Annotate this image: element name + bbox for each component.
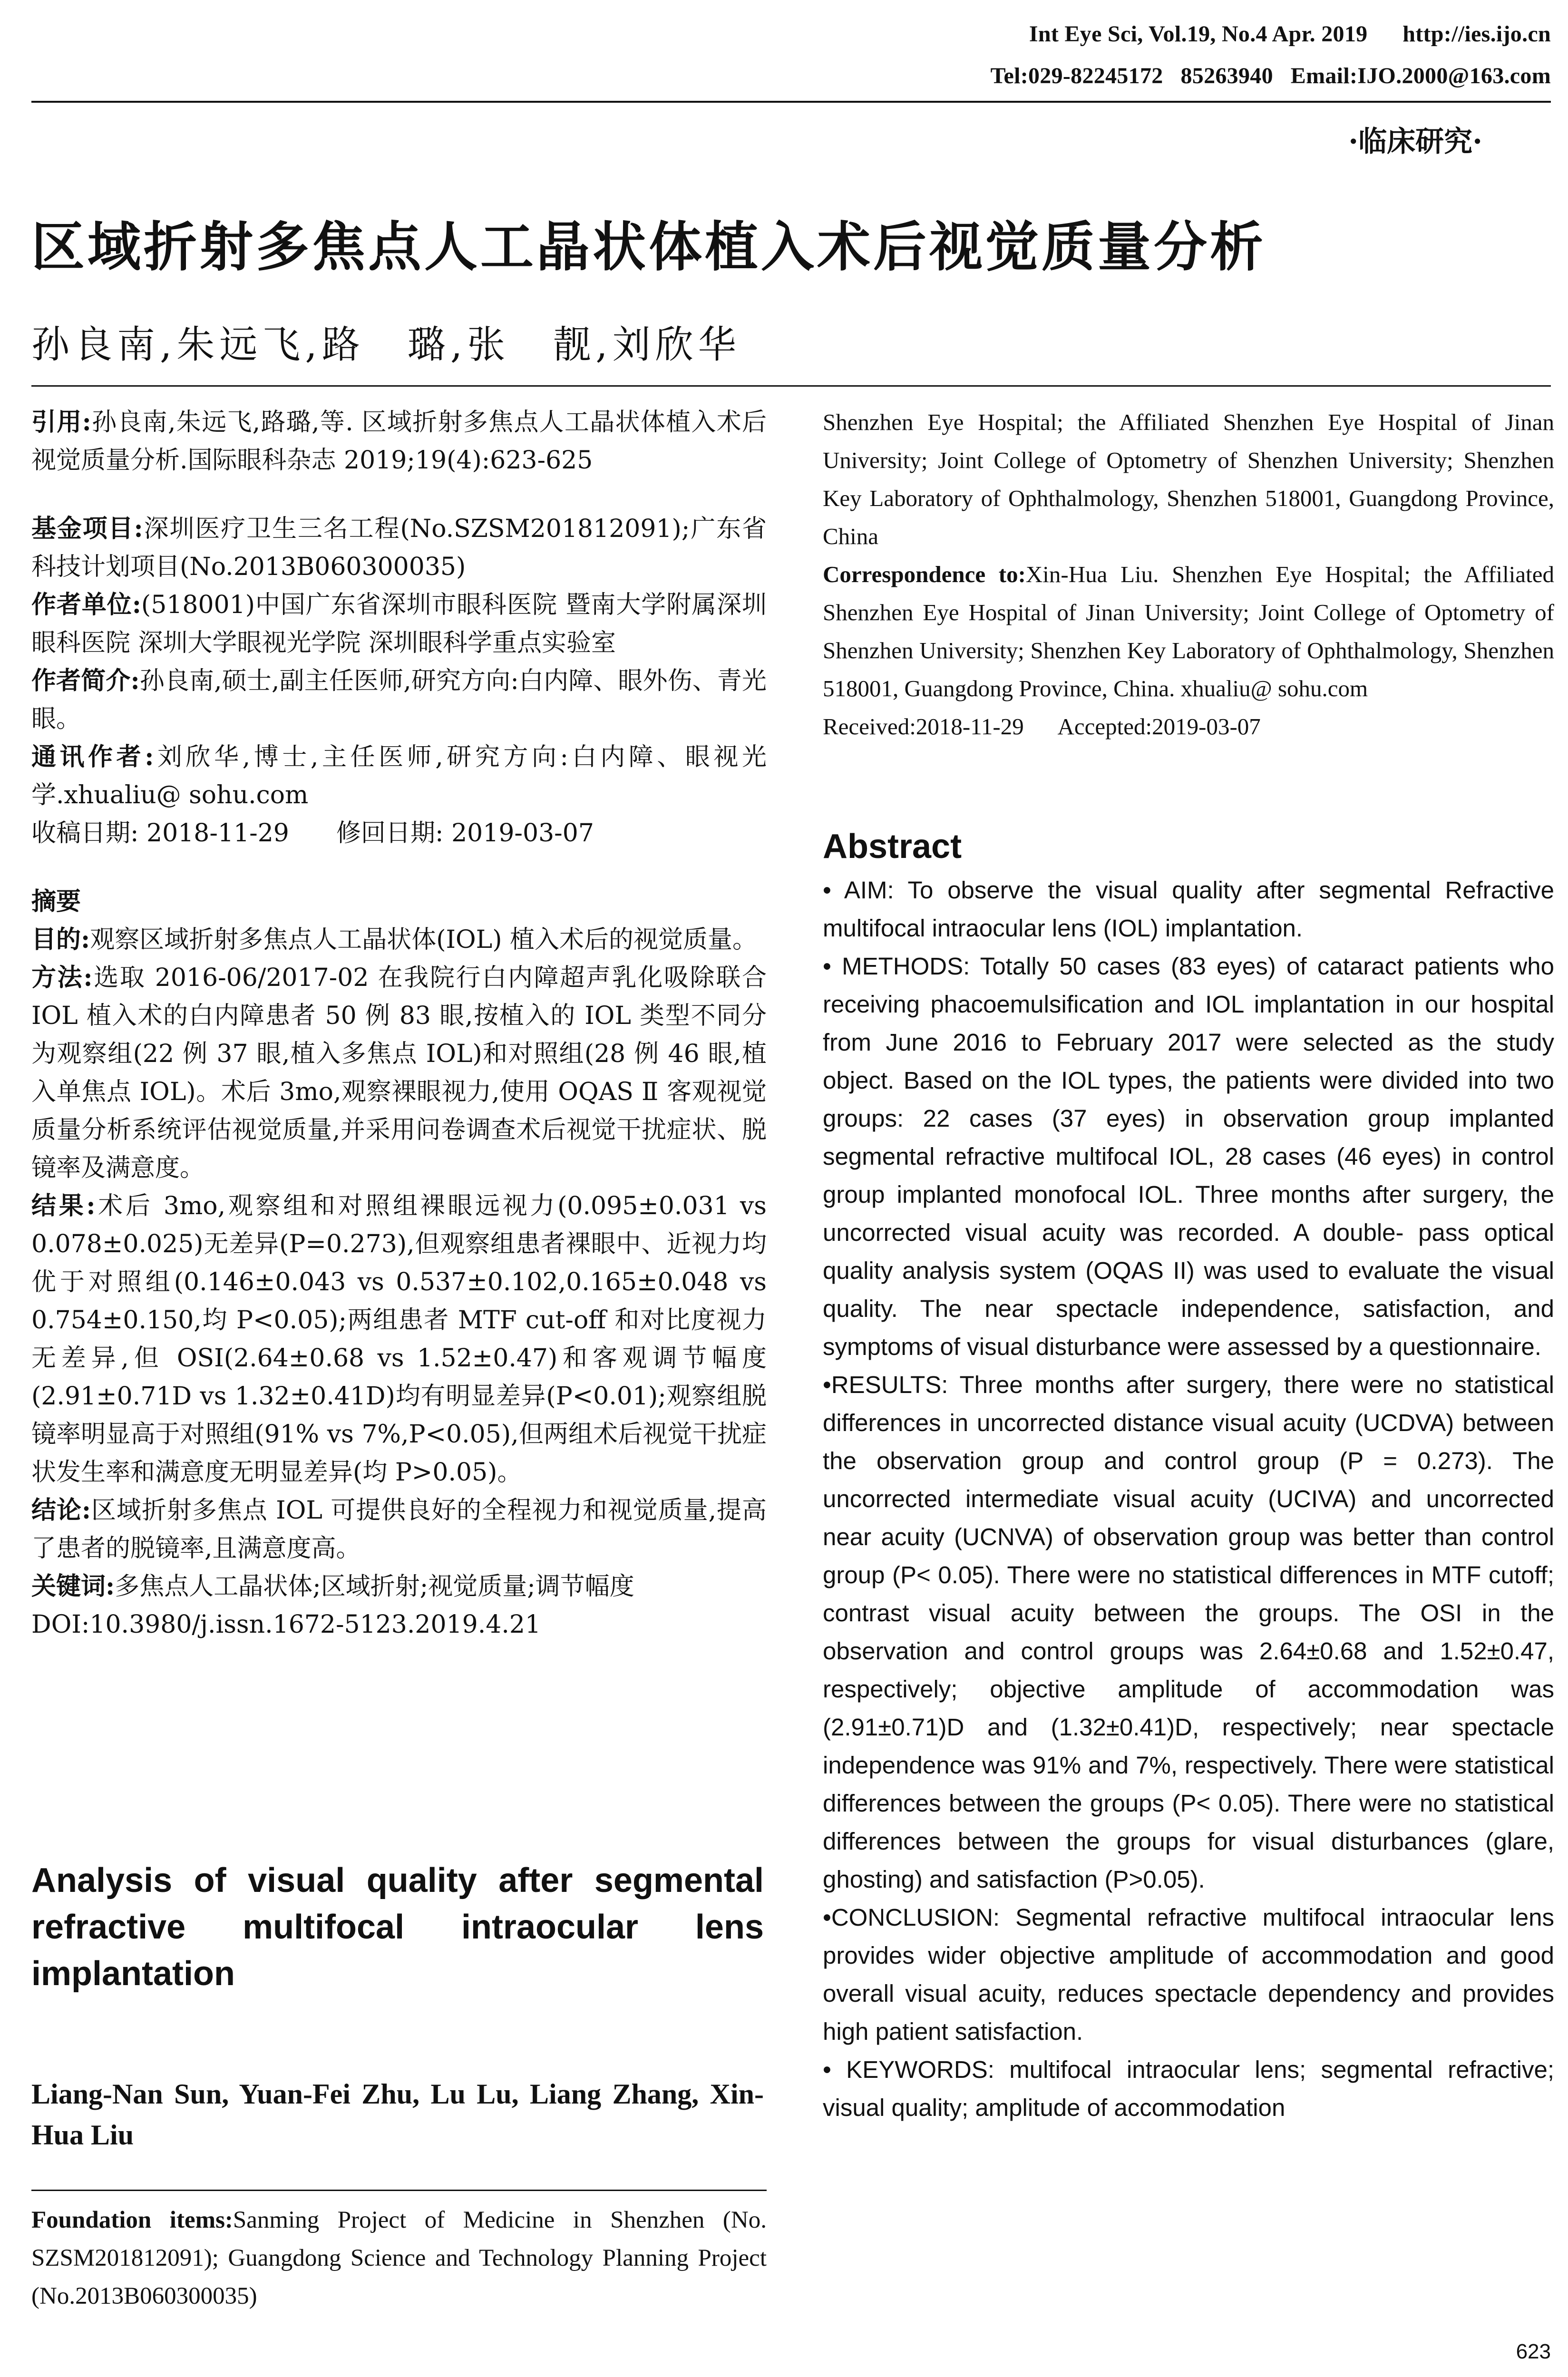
left-column — [31, 403, 767, 1644]
citation — [31, 403, 767, 479]
results-label: 结果: — [31, 1191, 96, 1220]
dates-en: Received:2018-11-29 Accepted:2019-03-07 — [823, 713, 1261, 740]
abstract-en-results — [823, 1366, 1554, 1899]
abstract-cn-heading: 摘要 — [31, 887, 81, 916]
article-title: 区域折射多焦点人工晶状体植入术后视觉质量分析 — [31, 216, 1266, 278]
authors-chinese: 孙良南,朱远飞,路 璐,张 靓,刘欣华 — [31, 322, 741, 367]
abstract-cn-aim — [31, 921, 767, 959]
keywords-label: 关键词: — [31, 1572, 115, 1601]
correspondence-cn — [31, 738, 767, 814]
correspondence-en-text: Xin-Hua Liu. Shenzhen Eye Hospital; the Affiliated Shenzhen Eye Hospital of Jinan University; Joint College of Optometry of Shenzhen University; Shenzhen Key Laboratory of Ophthalmology, Shenzhen 518001, Guangdong Province, China. xhualiu@ sohu.com — [823, 561, 1554, 701]
citation-label: 引用: — [31, 408, 91, 437]
abstract-cn-conclusion — [31, 1491, 767, 1568]
correspondence-en-label: Correspondence to: — [823, 561, 1026, 587]
abstract-en — [823, 828, 1554, 2127]
affiliation-text: (518001)中国广东省深圳市眼科医院 暨南大学附属深圳眼科医院 深圳大学眼视光学院 深圳眼科学重点实验室 — [31, 591, 767, 657]
foundation-rule — [31, 2190, 767, 2191]
conclusion-label: 结论: — [31, 1496, 91, 1525]
foundation-label: Foundation items: — [31, 2207, 233, 2233]
correspondence-en — [823, 555, 1554, 708]
keywords-text: 多焦点人工晶状体;区域折射;视觉质量;调节幅度 — [115, 1572, 634, 1601]
foundation-items — [31, 2201, 767, 2315]
title-rule — [31, 385, 1551, 387]
funding-text: 深圳医疗卫生三名工程(No.SZSM201812091);广东省科技计划项目(No.2013B060300035) — [31, 515, 767, 581]
section-tag: ·临床研究· — [1348, 125, 1482, 158]
right-column-affiliation — [823, 403, 1554, 746]
abstract-en-conclusion — [823, 1899, 1554, 2051]
methods-label: 方法: — [31, 963, 93, 992]
journal-contact-line: Tel:029-82245172 85263940 Email:IJO.2000@163.com — [990, 63, 1551, 88]
dates-cn: 收稿日期: 2018-11-29 修回日期: 2019-03-07 — [31, 819, 594, 848]
correspondence-cn-text: 刘欣华,博士,主任医师,研究方向:白内障、眼视光学.xhualiu@ sohu.com — [31, 743, 767, 809]
abstract-cn-keywords — [31, 1568, 767, 1606]
affiliation-en: Shenzhen Eye Hospital; the Affiliated Shenzhen Eye Hospital of Jinan University; Joint College of Optometry of Shenzhen University; Shenzhen Key Laboratory of Ophthalmology, Shenzhen 518001, Guangdong Province, China — [823, 409, 1554, 549]
conclusion-text: 区域折射多焦点 IOL 可提供良好的全程视力和视觉质量,提高了患者的脱镜率,且满意度高。 — [31, 1496, 767, 1563]
methods-en-text: Totally 50 cases (83 eyes) of cataract patients who receiving phacoemulsification and IOL implantation in our hospital from June 2016 to February 2017 were selected as the study object. Based on the IOL types, the patients were divided into two groups: 22 cases (37 eyes) in observation group implanted segmental refractive multifocal IOL, 28 cases (46 eyes) in control group implanted monofocal IOL. Three months after surgery, the uncorrected visual acuity was recorded. A double- pass optical quality analysis system (OQAS II) was used to evaluate the visual quality. The near spectacle independence, satisfaction, and symptoms of visual disturbance were assessed by a questionnaire. — [823, 953, 1555, 1360]
results-en-label: •RESULTS: — [823, 1371, 948, 1398]
english-title: Analysis of visual quality after segmental refractive multifocal intraocular lens implantation — [31, 1861, 764, 1993]
aim-en-text: To observe the visual quality after segmental Refractive multifocal intraocular lens (IOL) implantation. — [823, 877, 1554, 942]
author-bio-text: 孙良南,硕士,副主任医师,研究方向:白内障、眼外伤、青光眼。 — [31, 667, 767, 733]
conclusion-en-label: •CONCLUSION: — [823, 1904, 1000, 1931]
abstract-en-methods — [823, 947, 1554, 1366]
aim-text: 观察区域折射多焦点人工晶状体(IOL) 植入术后的视觉质量。 — [90, 925, 758, 954]
funding-label: 基金项目: — [31, 514, 143, 543]
author-bio-label: 作者简介: — [31, 666, 140, 695]
header-rule — [31, 101, 1551, 103]
methods-text: 选取 2016-06/2017-02 在我院行白内障超声乳化吸除联合 IOL 植入术的白内障患者 50 例 83 眼,按植入的 IOL 类型不同分为观察组(22 例 37 眼,植入多焦点 IOL)和对照组(28 例 46 眼,植入单焦点 IOL)。术后 3mo,观察裸眼视力,使用 OQAS Ⅱ 客观视觉质量分析系统评估视觉质量,并采用问卷调查术后视觉干扰症状、脱镜率及满意度。 — [31, 964, 767, 1182]
correspondence-cn-label: 通讯作者: — [31, 742, 154, 771]
affiliation — [31, 586, 767, 662]
page-number: 623 — [1516, 2340, 1551, 2363]
author-bio — [31, 662, 767, 738]
keywords-en-label: • KEYWORDS: — [823, 2056, 994, 2083]
english-authors: Liang-Nan Sun, Yuan-Fei Zhu, Lu Lu, Liang Zhang, Xin-Hua Liu — [31, 2078, 764, 2151]
funding — [31, 510, 767, 586]
abstract-cn-methods — [31, 959, 767, 1187]
doi: DOI:10.3980/j.issn.1672-5123.2019.4.21 — [31, 1610, 541, 1639]
abstract-en-keywords — [823, 2051, 1554, 2127]
abstract-en-heading: Abstract — [823, 828, 962, 866]
keywords-en-text: multifocal intraocular lens; segmental refractive; visual quality; amplitude of accommodation — [823, 2056, 1554, 2121]
abstract-en-aim — [823, 871, 1554, 947]
results-text: 术后 3mo,观察组和对照组裸眼远视力(0.095±0.031 vs 0.078±0.025)无差异(P=0.273),但观察组患者裸眼中、近视力均优于对照组(0.146±0.043 vs 0.537±0.102,0.165±0.048 vs 0.754±0.150,均 P<0.05);两组患者 MTF cut-off 和对比度视力无差异,但 OSI(2.64±0.68 vs 1.52±0.47)和客观调节幅度(2.91±0.71D vs 1.32±0.41D)均有明显差异(P<0.01);观察组脱镜率明显高于对照组(91% vs 7%,P<0.05),但两组术后视觉干扰症状发生率和满意度无明显差异(均 P>0.05)。 — [31, 1192, 767, 1487]
aim-en-label: • AIM: — [823, 877, 894, 904]
aim-label: 目的: — [31, 925, 90, 954]
citation-text: 孙良南,朱远飞,路璐,等. 区域折射多焦点人工晶状体植入术后视觉质量分析.国际眼科杂志 2019;19(4):623-625 — [31, 408, 767, 475]
results-en-text: Three months after surgery, there were no statistical differences in uncorrected distance visual acuity (UCDVA) between the observation group and control group (P = 0.273). The uncorrected intermediate visual acuity (UCIVA) and uncorrected near acuity (UCNVA) of observation group was better than control group (P< 0.05). There were no statistical differences in MTF cutoff; contrast visual acuity between the groups. The OSI in the observation and control groups was 2.64±0.68 and 1.52±0.47, respectively; objective amplitude of accommodation was (2.91±0.71)D and (1.32±0.41)D, respectively; near spectacle independence was 91% and 7%, respectively. There were statistical differences between the groups (P< 0.05). There were no statistical differences between the groups for visual disturbances (glare, ghosting) and satisfaction (P>0.05). — [823, 1371, 1554, 1893]
conclusion-en-text: Segmental refractive multifocal intraocular lens provides wider objective amplitude of accommodation and good overall visual acuity, reduces spectacle dependency and provides high patient satisfaction. — [823, 1904, 1554, 2045]
journal-info-line: Int Eye Sci, Vol.19, No.4 Apr. 2019 http://ies.ijo.cn — [1029, 21, 1551, 47]
affiliation-label: 作者单位: — [31, 590, 141, 619]
abstract-cn-results — [31, 1187, 767, 1491]
foundation-text: Sanming Project of Medicine in Shenzhen (No. SZSM201812091); Guangdong Science and Technology Planning Project (No.2013B060300035) — [31, 2207, 767, 2309]
methods-en-label: • METHODS: — [823, 953, 970, 980]
